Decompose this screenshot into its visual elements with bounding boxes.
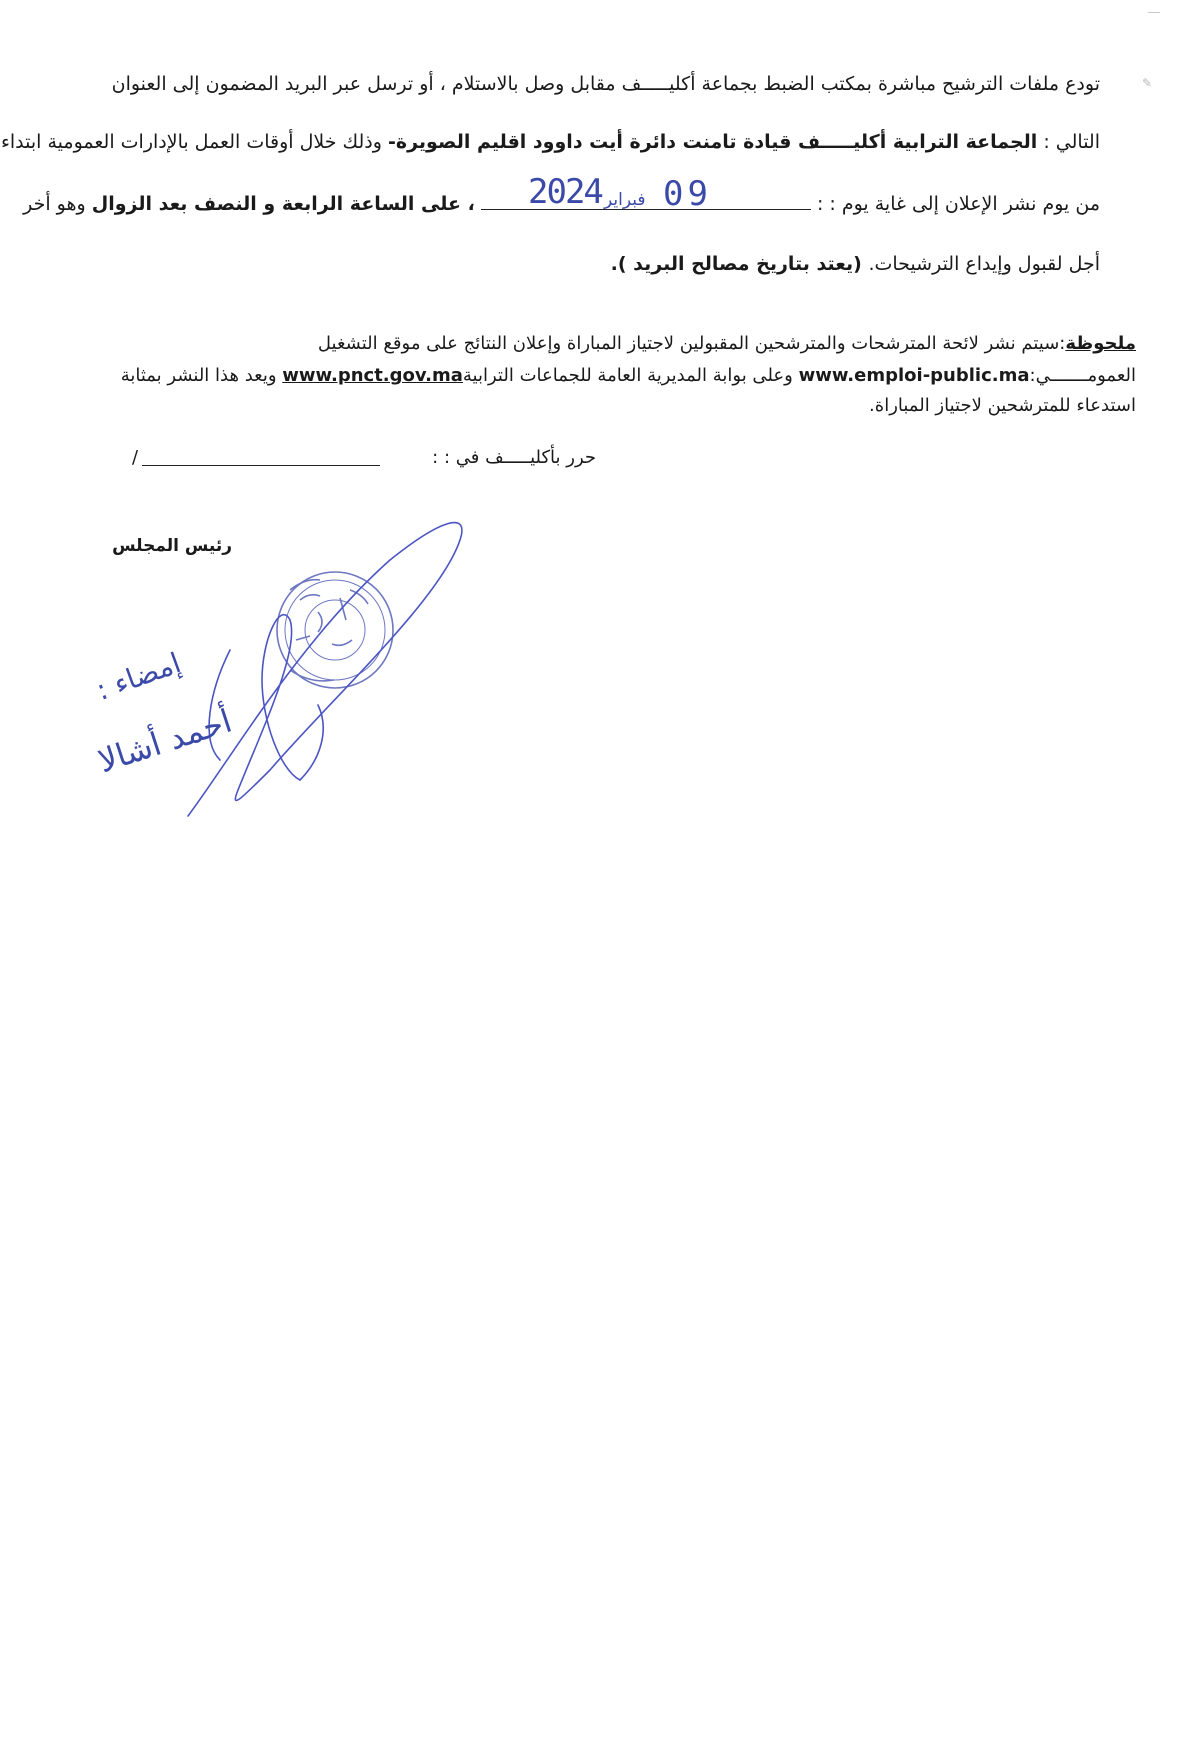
council-president-text: رئيس المجلس <box>112 536 232 556</box>
handwritten-month: فبراير <box>604 190 646 210</box>
pnct-link[interactable]: www.pnct.gov.ma <box>282 365 463 386</box>
paragraph-line-1-text: تودع ملفات الترشيح مباشرة بمكتب الضبط بجماعة أكليـــــف مقابل وصل بالاستلام ، أو ترسل عبر البريد المضمون إلى العنوان <box>111 73 1100 95</box>
signature-scrawl <box>188 523 462 816</box>
note-label: ملحوظة <box>1065 333 1136 354</box>
place-date-slash: / <box>132 447 139 468</box>
note-line-2-prefix: العمومـــــــي: <box>1029 365 1136 386</box>
signer-name-text: أحمد أشالا <box>93 701 237 781</box>
deadline-label: من يوم نشر الإعلان إلى غاية يوم : : <box>816 193 1100 215</box>
handwritten-day: 09 <box>663 174 712 214</box>
line-2-prefix: التالي : <box>1037 131 1100 153</box>
note-line-1-text: :سيتم نشر لائحة المترشحات والمترشحين المقبولين لاجتياز المباراة وإعلان النتائج على موقع التشغيل <box>317 333 1066 354</box>
note-line-3-text: استدعاء للمترشحين لاجتياز المباراة. <box>869 395 1136 416</box>
place-date-label: حرر بأكليـــــف في : : <box>432 447 596 468</box>
scan-dash <box>1148 12 1160 13</box>
line-2-suffix: وذلك خلال أوقات العمل بالإدارات العمومية ابتداء <box>0 131 388 153</box>
postal-date-note: (يعتد بتاريخ مصالح البريد ). <box>610 253 869 275</box>
deadline-time: ، على الساعة الرابعة و النصف بعد الزوال <box>91 193 475 215</box>
sign-label-text: إمضاء : <box>91 646 186 707</box>
handwritten-year: 2024 <box>528 172 602 212</box>
scan-mark: ✎ <box>1142 76 1153 90</box>
line-4-text: أجل لقبول وإيداع الترشيحات. <box>868 253 1100 275</box>
line-3-suffix: وهو أخر <box>23 193 92 215</box>
note-line-2-mid: وعلى بوابة المديرية العامة للجماعات الترابية <box>462 365 799 386</box>
commune-address: الجماعة الترابية أكليـــــف قيادة تامنت دائرة أيت داوود اقليم الصويرة- <box>388 131 1038 153</box>
note-line-2-suffix: ويعد هذا النشر بمثابة <box>120 365 283 386</box>
emploi-public-link[interactable]: www.emploi-public.ma <box>798 365 1030 386</box>
official-stamp <box>277 572 393 688</box>
